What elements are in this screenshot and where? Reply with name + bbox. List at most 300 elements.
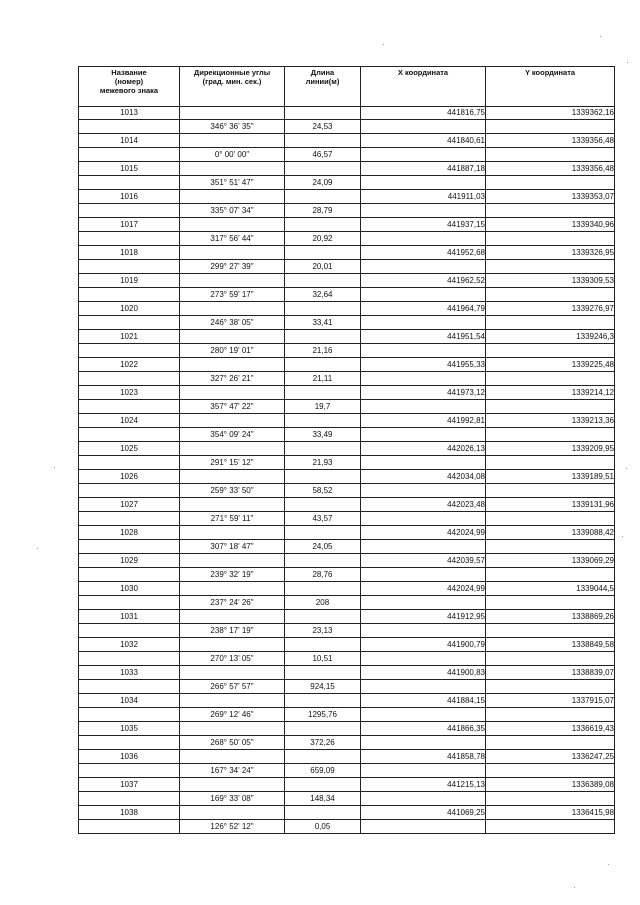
empty-cell bbox=[79, 736, 180, 750]
bearing-angle: 351° 51' 47" bbox=[180, 176, 285, 190]
y-coordinate: 1339044,5 bbox=[486, 582, 615, 596]
x-coordinate: 441215,13 bbox=[361, 778, 486, 792]
empty-cell bbox=[285, 554, 361, 568]
empty-cell bbox=[285, 610, 361, 624]
empty-cell bbox=[285, 134, 361, 148]
bearing-angle: 335° 07' 34" bbox=[180, 204, 285, 218]
segment-row bbox=[79, 512, 615, 526]
empty-cell bbox=[79, 484, 180, 498]
y-coordinate: 1339088,42 bbox=[486, 526, 615, 540]
empty-cell bbox=[180, 722, 285, 736]
empty-cell bbox=[486, 428, 615, 442]
bearing-angle: 167° 34' 24" bbox=[180, 764, 285, 778]
point-row bbox=[79, 190, 615, 204]
empty-cell bbox=[486, 148, 615, 162]
line-length: 208 bbox=[285, 596, 361, 610]
x-coordinate: 441962,52 bbox=[361, 274, 486, 288]
empty-cell bbox=[285, 806, 361, 820]
bearing-angle: 280° 19' 01" bbox=[180, 344, 285, 358]
point-row bbox=[79, 498, 615, 512]
empty-cell bbox=[361, 400, 486, 414]
bearing-angle: 238° 17' 19" bbox=[180, 624, 285, 638]
line-length: 21,11 bbox=[285, 372, 361, 386]
point-name: 1013 bbox=[79, 107, 180, 120]
header-line: Название bbox=[111, 68, 147, 77]
point-row bbox=[79, 666, 615, 680]
segment-row bbox=[79, 288, 615, 302]
empty-cell bbox=[486, 484, 615, 498]
x-coordinate: 442024,99 bbox=[361, 582, 486, 596]
boundary-points-table bbox=[78, 66, 615, 834]
line-length: 23,13 bbox=[285, 624, 361, 638]
empty-cell bbox=[486, 288, 615, 302]
bearing-angle: 354° 09' 24" bbox=[180, 428, 285, 442]
point-name: 1037 bbox=[79, 778, 180, 792]
y-coordinate: 1336415,98 bbox=[486, 806, 615, 820]
line-length: 24,53 bbox=[285, 120, 361, 134]
empty-cell bbox=[79, 764, 180, 778]
empty-cell bbox=[285, 414, 361, 428]
point-row bbox=[79, 806, 615, 820]
empty-cell bbox=[285, 218, 361, 232]
empty-cell bbox=[180, 526, 285, 540]
bearing-angle: 357° 47' 22" bbox=[180, 400, 285, 414]
line-length: 21,93 bbox=[285, 456, 361, 470]
empty-cell bbox=[361, 232, 486, 246]
empty-cell bbox=[285, 358, 361, 372]
segment-row bbox=[79, 596, 615, 610]
scan-speck bbox=[37, 548, 38, 549]
line-length: 148,34 bbox=[285, 792, 361, 806]
point-name: 1028 bbox=[79, 526, 180, 540]
bearing-angle: 169° 33' 08" bbox=[180, 792, 285, 806]
empty-cell bbox=[486, 624, 615, 638]
empty-cell bbox=[361, 204, 486, 218]
empty-cell bbox=[486, 568, 615, 582]
empty-cell bbox=[361, 176, 486, 190]
empty-cell bbox=[285, 386, 361, 400]
empty-cell bbox=[486, 372, 615, 386]
table-body bbox=[79, 107, 615, 834]
empty-cell bbox=[486, 820, 615, 834]
empty-cell bbox=[486, 736, 615, 750]
bearing-angle: 268° 50' 05" bbox=[180, 736, 285, 750]
y-coordinate: 1339340,96 bbox=[486, 218, 615, 232]
y-coordinate: 1336619,43 bbox=[486, 722, 615, 736]
empty-cell bbox=[180, 470, 285, 484]
x-coordinate: 442034,08 bbox=[361, 470, 486, 484]
header-line: межевого знака bbox=[99, 86, 159, 95]
empty-cell bbox=[361, 764, 486, 778]
point-row bbox=[79, 750, 615, 764]
segment-row bbox=[79, 120, 615, 134]
empty-cell bbox=[361, 708, 486, 722]
header-y-coordinate bbox=[486, 67, 615, 107]
empty-cell bbox=[361, 316, 486, 330]
empty-cell bbox=[180, 274, 285, 288]
y-coordinate: 1338869,26 bbox=[486, 610, 615, 624]
line-length: 924,15 bbox=[285, 680, 361, 694]
line-length: 33,49 bbox=[285, 428, 361, 442]
empty-cell bbox=[79, 596, 180, 610]
line-length: 43,57 bbox=[285, 512, 361, 526]
empty-cell bbox=[285, 694, 361, 708]
x-coordinate: 441951,54 bbox=[361, 330, 486, 344]
empty-cell bbox=[180, 806, 285, 820]
header-line: (град. мин. сек.) bbox=[202, 77, 262, 86]
empty-cell bbox=[361, 540, 486, 554]
line-length: 46,57 bbox=[285, 148, 361, 162]
segment-row bbox=[79, 316, 615, 330]
empty-cell bbox=[79, 120, 180, 134]
empty-cell bbox=[361, 652, 486, 666]
header-line: Y координата bbox=[524, 68, 576, 77]
point-row bbox=[79, 134, 615, 148]
empty-cell bbox=[486, 232, 615, 246]
scan-speck bbox=[54, 467, 55, 468]
bearing-angle: 237° 24' 26" bbox=[180, 596, 285, 610]
segment-row bbox=[79, 176, 615, 190]
segment-row bbox=[79, 540, 615, 554]
empty-cell bbox=[180, 638, 285, 652]
point-row bbox=[79, 722, 615, 736]
empty-cell bbox=[79, 792, 180, 806]
point-row bbox=[79, 778, 615, 792]
point-name: 1023 bbox=[79, 386, 180, 400]
empty-cell bbox=[285, 162, 361, 176]
empty-cell bbox=[180, 666, 285, 680]
x-coordinate: 442024,99 bbox=[361, 526, 486, 540]
empty-cell bbox=[361, 596, 486, 610]
empty-cell bbox=[486, 260, 615, 274]
y-coordinate: 1339246,3 bbox=[486, 330, 615, 344]
segment-row bbox=[79, 764, 615, 778]
x-coordinate: 441952,68 bbox=[361, 246, 486, 260]
line-length: 24,09 bbox=[285, 176, 361, 190]
segment-row bbox=[79, 456, 615, 470]
empty-cell bbox=[180, 694, 285, 708]
empty-cell bbox=[361, 680, 486, 694]
empty-cell bbox=[79, 176, 180, 190]
segment-row bbox=[79, 708, 615, 722]
point-name: 1034 bbox=[79, 694, 180, 708]
point-row bbox=[79, 470, 615, 484]
bearing-angle: 266° 57' 57" bbox=[180, 680, 285, 694]
header-line: Дирекционные углы bbox=[193, 68, 271, 77]
bearing-angle: 346° 36' 35" bbox=[180, 120, 285, 134]
point-row bbox=[79, 386, 615, 400]
segment-row bbox=[79, 148, 615, 162]
point-row bbox=[79, 414, 615, 428]
y-coordinate: 1339362,16 bbox=[486, 107, 615, 120]
empty-cell bbox=[486, 792, 615, 806]
segment-row bbox=[79, 232, 615, 246]
x-coordinate: 441955,33 bbox=[361, 358, 486, 372]
point-name: 1031 bbox=[79, 610, 180, 624]
line-length: 21,16 bbox=[285, 344, 361, 358]
point-name: 1027 bbox=[79, 498, 180, 512]
scan-speck bbox=[608, 864, 609, 865]
empty-cell bbox=[285, 302, 361, 316]
line-length: 32,64 bbox=[285, 288, 361, 302]
point-name: 1016 bbox=[79, 190, 180, 204]
empty-cell bbox=[486, 596, 615, 610]
empty-cell bbox=[79, 344, 180, 358]
bearing-angle: 126° 52' 12" bbox=[180, 820, 285, 834]
point-name: 1029 bbox=[79, 554, 180, 568]
empty-cell bbox=[361, 512, 486, 526]
header-bearing bbox=[180, 67, 285, 107]
bearing-angle: 239° 32' 19" bbox=[180, 568, 285, 582]
empty-cell bbox=[361, 736, 486, 750]
line-length: 0,05 bbox=[285, 820, 361, 834]
header-x-coordinate bbox=[361, 67, 486, 107]
header-line: (номер) bbox=[114, 77, 144, 86]
empty-cell bbox=[180, 778, 285, 792]
empty-cell bbox=[486, 316, 615, 330]
segment-row bbox=[79, 372, 615, 386]
empty-cell bbox=[361, 120, 486, 134]
x-coordinate: 441900,83 bbox=[361, 666, 486, 680]
segment-row bbox=[79, 624, 615, 638]
segment-row bbox=[79, 400, 615, 414]
x-coordinate: 441992,81 bbox=[361, 414, 486, 428]
empty-cell bbox=[180, 498, 285, 512]
empty-cell bbox=[486, 652, 615, 666]
scan-speck bbox=[600, 36, 601, 37]
bearing-angle: 291° 15' 12" bbox=[180, 456, 285, 470]
empty-cell bbox=[285, 498, 361, 512]
y-coordinate: 1339353,07 bbox=[486, 190, 615, 204]
point-name: 1025 bbox=[79, 442, 180, 456]
point-name: 1017 bbox=[79, 218, 180, 232]
y-coordinate: 1339225,48 bbox=[486, 358, 615, 372]
empty-cell bbox=[361, 568, 486, 582]
empty-cell bbox=[285, 442, 361, 456]
empty-cell bbox=[486, 120, 615, 134]
y-coordinate: 1339209,95 bbox=[486, 442, 615, 456]
point-name: 1021 bbox=[79, 330, 180, 344]
empty-cell bbox=[180, 582, 285, 596]
y-coordinate: 1339213,36 bbox=[486, 414, 615, 428]
point-row bbox=[79, 246, 615, 260]
x-coordinate: 441816,75 bbox=[361, 107, 486, 120]
line-length: 28,76 bbox=[285, 568, 361, 582]
segment-row bbox=[79, 428, 615, 442]
line-length: 33,41 bbox=[285, 316, 361, 330]
line-length: 58,52 bbox=[285, 484, 361, 498]
y-coordinate: 1338849,58 bbox=[486, 638, 615, 652]
line-length: 20,92 bbox=[285, 232, 361, 246]
empty-cell bbox=[285, 666, 361, 680]
header-line: X координата bbox=[397, 68, 449, 77]
empty-cell bbox=[180, 358, 285, 372]
point-name: 1026 bbox=[79, 470, 180, 484]
line-length: 28,79 bbox=[285, 204, 361, 218]
empty-cell bbox=[79, 372, 180, 386]
y-coordinate: 1336389,08 bbox=[486, 778, 615, 792]
x-coordinate: 441069,25 bbox=[361, 806, 486, 820]
y-coordinate: 1338839,07 bbox=[486, 666, 615, 680]
point-name: 1038 bbox=[79, 806, 180, 820]
x-coordinate: 441884,15 bbox=[361, 694, 486, 708]
point-name: 1019 bbox=[79, 274, 180, 288]
empty-cell bbox=[285, 638, 361, 652]
point-row bbox=[79, 162, 615, 176]
header-line: Длина bbox=[310, 68, 335, 77]
empty-cell bbox=[361, 792, 486, 806]
empty-cell bbox=[79, 288, 180, 302]
point-name: 1022 bbox=[79, 358, 180, 372]
empty-cell bbox=[79, 204, 180, 218]
line-length: 24,05 bbox=[285, 540, 361, 554]
empty-cell bbox=[361, 624, 486, 638]
empty-cell bbox=[180, 554, 285, 568]
segment-row bbox=[79, 792, 615, 806]
y-coordinate: 1339309,53 bbox=[486, 274, 615, 288]
point-row bbox=[79, 638, 615, 652]
segment-row bbox=[79, 484, 615, 498]
empty-cell bbox=[361, 484, 486, 498]
empty-cell bbox=[361, 820, 486, 834]
point-name: 1030 bbox=[79, 582, 180, 596]
point-row bbox=[79, 582, 615, 596]
empty-cell bbox=[285, 470, 361, 484]
scan-speck bbox=[574, 887, 575, 888]
bearing-angle: 327° 26' 21" bbox=[180, 372, 285, 386]
point-row bbox=[79, 694, 615, 708]
point-row bbox=[79, 610, 615, 624]
x-coordinate: 441900,79 bbox=[361, 638, 486, 652]
y-coordinate: 1339356,48 bbox=[486, 162, 615, 176]
empty-cell bbox=[79, 232, 180, 246]
y-coordinate: 1339356,48 bbox=[486, 134, 615, 148]
empty-cell bbox=[180, 190, 285, 204]
point-row bbox=[79, 526, 615, 540]
point-name: 1032 bbox=[79, 638, 180, 652]
empty-cell bbox=[285, 274, 361, 288]
empty-cell bbox=[486, 708, 615, 722]
y-coordinate: 1337915,07 bbox=[486, 694, 615, 708]
empty-cell bbox=[486, 344, 615, 358]
point-row bbox=[79, 358, 615, 372]
segment-row bbox=[79, 260, 615, 274]
empty-cell bbox=[180, 414, 285, 428]
empty-cell bbox=[180, 302, 285, 316]
header-row bbox=[79, 67, 615, 107]
point-row bbox=[79, 442, 615, 456]
empty-cell bbox=[486, 680, 615, 694]
x-coordinate: 441964,79 bbox=[361, 302, 486, 316]
empty-cell bbox=[79, 624, 180, 638]
empty-cell bbox=[285, 246, 361, 260]
bearing-angle: 271° 59' 11" bbox=[180, 512, 285, 526]
empty-cell bbox=[79, 316, 180, 330]
empty-cell bbox=[180, 750, 285, 764]
y-coordinate: 1339276,97 bbox=[486, 302, 615, 316]
x-coordinate: 441912,95 bbox=[361, 610, 486, 624]
header-line: линии(м) bbox=[305, 77, 340, 86]
empty-cell bbox=[361, 372, 486, 386]
empty-cell bbox=[361, 288, 486, 302]
empty-cell bbox=[79, 568, 180, 582]
bearing-angle: 307° 18' 47" bbox=[180, 540, 285, 554]
empty-cell bbox=[79, 820, 180, 834]
empty-cell bbox=[180, 107, 285, 120]
empty-cell bbox=[285, 107, 361, 120]
empty-cell bbox=[361, 148, 486, 162]
line-length: 10,51 bbox=[285, 652, 361, 666]
x-coordinate: 441866,35 bbox=[361, 722, 486, 736]
empty-cell bbox=[285, 750, 361, 764]
point-name: 1020 bbox=[79, 302, 180, 316]
y-coordinate: 1339326,95 bbox=[486, 246, 615, 260]
bearing-angle: 246° 38' 05" bbox=[180, 316, 285, 330]
line-length: 20,01 bbox=[285, 260, 361, 274]
y-coordinate: 1339131,96 bbox=[486, 498, 615, 512]
empty-cell bbox=[486, 540, 615, 554]
header-point-name bbox=[79, 67, 180, 107]
point-row bbox=[79, 218, 615, 232]
empty-cell bbox=[79, 540, 180, 554]
segment-row bbox=[79, 680, 615, 694]
empty-cell bbox=[361, 456, 486, 470]
bearing-angle: 259° 33' 50" bbox=[180, 484, 285, 498]
bearing-angle: 269° 12' 46" bbox=[180, 708, 285, 722]
empty-cell bbox=[180, 610, 285, 624]
x-coordinate: 442039,57 bbox=[361, 554, 486, 568]
x-coordinate: 442023,48 bbox=[361, 498, 486, 512]
segment-row bbox=[79, 568, 615, 582]
x-coordinate: 441858,78 bbox=[361, 750, 486, 764]
x-coordinate: 441973,12 bbox=[361, 386, 486, 400]
x-coordinate: 441911,03 bbox=[361, 190, 486, 204]
empty-cell bbox=[180, 218, 285, 232]
empty-cell bbox=[79, 428, 180, 442]
scan-speck bbox=[622, 536, 623, 537]
empty-cell bbox=[285, 526, 361, 540]
point-row bbox=[79, 554, 615, 568]
empty-cell bbox=[180, 330, 285, 344]
x-coordinate: 441887,18 bbox=[361, 162, 486, 176]
segment-row bbox=[79, 736, 615, 750]
empty-cell bbox=[79, 708, 180, 722]
empty-cell bbox=[285, 582, 361, 596]
bearing-angle: 270° 13' 05" bbox=[180, 652, 285, 666]
empty-cell bbox=[285, 778, 361, 792]
point-row bbox=[79, 330, 615, 344]
empty-cell bbox=[79, 400, 180, 414]
point-name: 1014 bbox=[79, 134, 180, 148]
bearing-angle: 0° 00' 00" bbox=[180, 148, 285, 162]
empty-cell bbox=[361, 428, 486, 442]
segment-row bbox=[79, 204, 615, 218]
point-row bbox=[79, 274, 615, 288]
empty-cell bbox=[285, 330, 361, 344]
segment-row bbox=[79, 652, 615, 666]
scan-speck bbox=[383, 44, 384, 45]
empty-cell bbox=[361, 260, 486, 274]
empty-cell bbox=[79, 680, 180, 694]
point-name: 1018 bbox=[79, 246, 180, 260]
x-coordinate: 441937,15 bbox=[361, 218, 486, 232]
x-coordinate: 442026,13 bbox=[361, 442, 486, 456]
segment-row bbox=[79, 820, 615, 834]
empty-cell bbox=[79, 512, 180, 526]
y-coordinate: 1336247,25 bbox=[486, 750, 615, 764]
empty-cell bbox=[486, 176, 615, 190]
empty-cell bbox=[486, 764, 615, 778]
